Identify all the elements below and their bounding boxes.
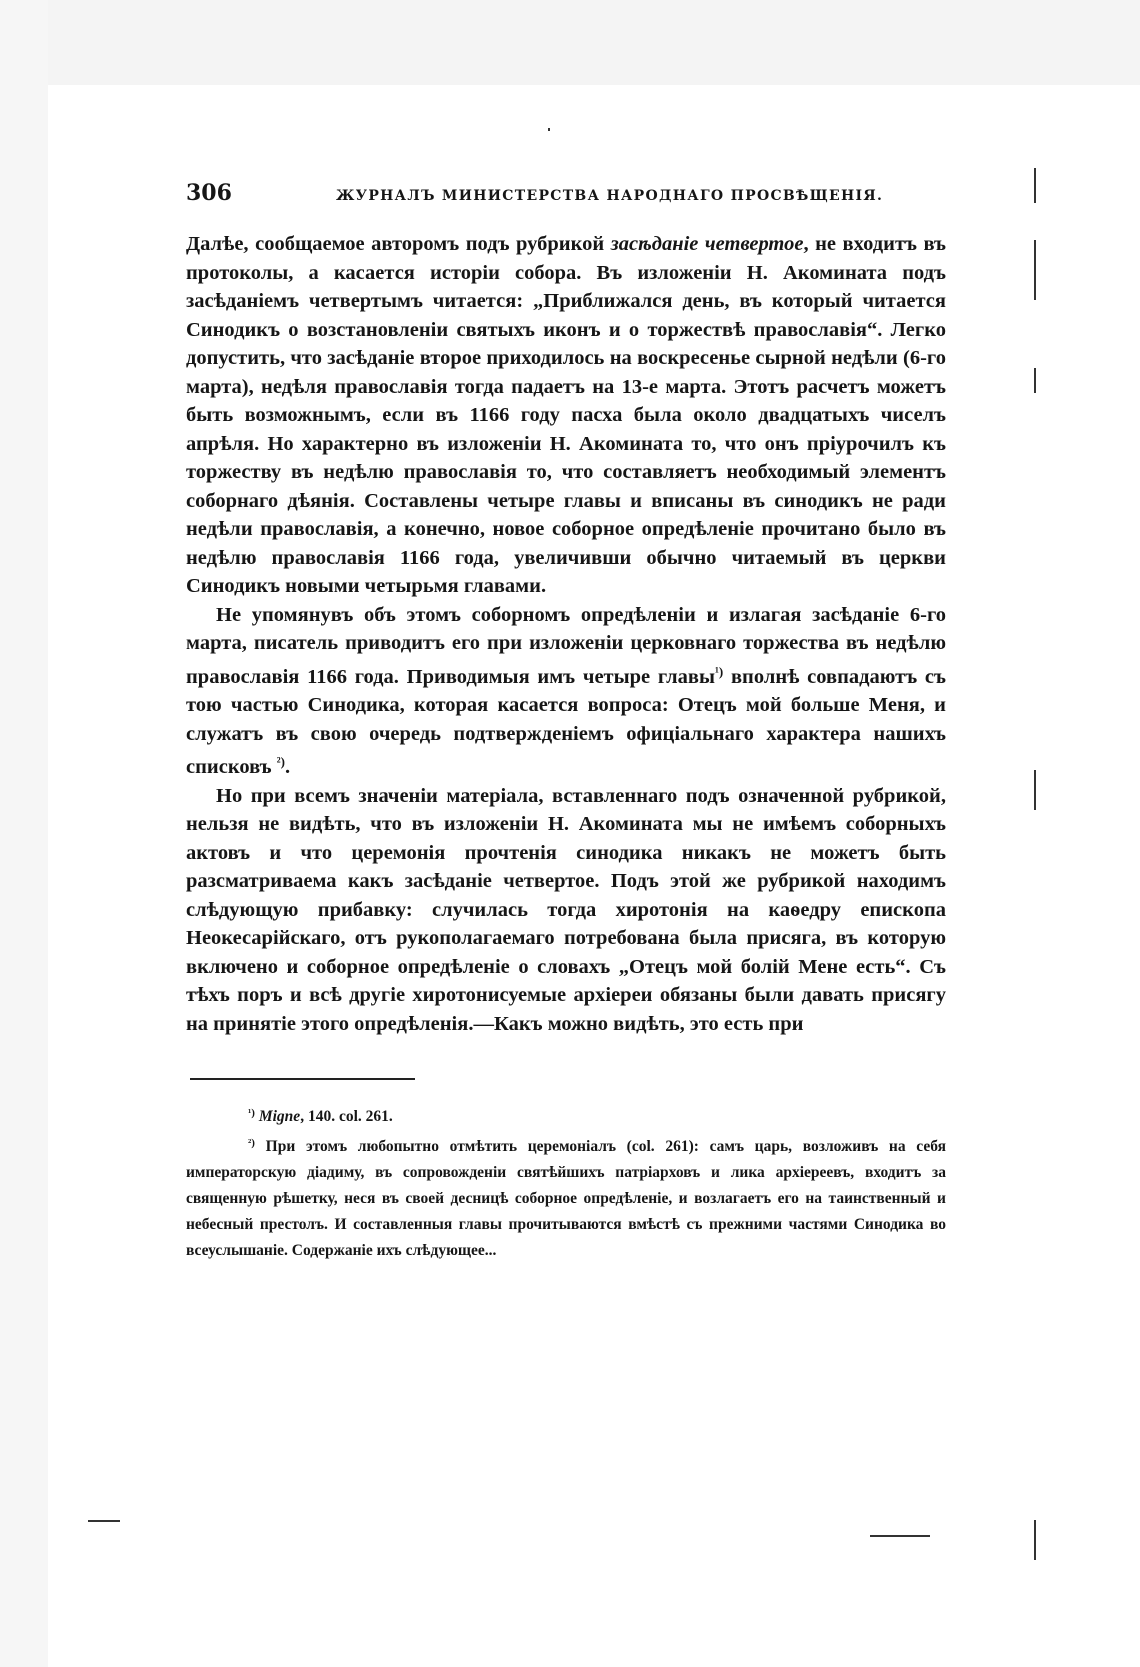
- scan-artifact-mark: [88, 1520, 120, 1522]
- footnote-ref-1[interactable]: ¹): [714, 663, 724, 679]
- scan-artifact-mark: [1034, 368, 1036, 393]
- journal-title: ЖУРНАЛЪ МИНИСТЕРСТВА НАРОДНАГО ПРОСВѢЩЕНІЯ.: [336, 188, 884, 204]
- paragraph-2-middle: вполнѣ совпадаютъ съ тою частью Синодика, которая касается вопроса: Отецъ мой больше Меня, и служатъ въ свою очередь подтвержденіемъ офиціальнаго характера нашихъ списковъ: [186, 665, 946, 778]
- footnote-1: [186, 1100, 946, 1130]
- footnote-1-text: , 140. col. 261.: [300, 1108, 393, 1125]
- footnote-ref-2[interactable]: ²): [276, 754, 285, 769]
- scan-artifact-mark: [870, 1535, 930, 1537]
- footnote-1-mark: ¹): [248, 1107, 255, 1119]
- footnote-2: [186, 1130, 946, 1264]
- scan-margin-top: [0, 0, 1140, 85]
- rubric-emphasis: засѣданіе четвертое: [610, 233, 804, 255]
- scan-margin-left: [0, 0, 48, 1667]
- paragraph-3: Но при всемъ значеніи матеріала, вставленнаго подъ означенной рубрикой, нельзя не видѣть, что въ изложеніи Н. Акомината мы не имѣемъ соборныхъ актовъ и что церемонія прочтенія синодика никакъ не можетъ быть разсматриваема какъ засѣданіе четвертое. Подъ этой же рубрикой находимъ слѣдующую прибавку: случилась тогда хиротонія на каѳедру епископа Неокесарійскаго, отъ рукополагаемаго потребована была присяга, въ которую включено и соборное опредѣленіе о словахъ „Отецъ мой болій Мене есть“. Съ тѣхъ поръ и всѣ другіе хиротонисуемые архіереи обязаны были давать присягу на принятіе этого опредѣленія.—Какъ можно видѣть, это есть при: [186, 784, 946, 1035]
- paragraph-1: [186, 230, 946, 601]
- running-head: [186, 180, 946, 220]
- footnote-2-mark: ²): [248, 1137, 255, 1149]
- body-text: [186, 230, 946, 1038]
- paragraph-2-end: .: [284, 756, 291, 778]
- paragraph-1-start: Далѣе, сообщаемое авторомъ подъ рубрикой: [186, 233, 611, 255]
- scan-artifact-mark: [1034, 1520, 1036, 1560]
- scan-artifact-mark: [1034, 240, 1036, 300]
- paragraph-1-rest: , не входитъ въ протоколы, а касается исторіи собора. Въ изложеніи Н. Акомината подъ засѣданіемъ четвертымъ читается: „Приближался день, въ который читается Синодикъ о возстановленіи святыхъ иконъ и о торжествѣ православія“. Легко допустить, что засѣданіе второе приходилось на воскресенье сырной недѣли (6-го марта), недѣля православія тогда падаетъ на 13-е марта. Этотъ расчетъ можетъ быть возможнымъ, если въ 1166 году пасха была около двадцатыхъ чиселъ апрѣля. Но характерно въ изложеніи Н. Акомината то, что онъ пріурочилъ къ торжеству въ недѣлю православія то, что составляетъ необходимый элементъ соборнаго дѣянія. Составлены четыре главы и вписаны въ синодикъ не ради недѣли православія, а конечно, новое соборное опредѣленіе прочитано было въ недѣлю православія 1166 года, увеличивши обычно читаемый въ церкви Синодикъ новыми четырьмя главами.: [186, 233, 947, 597]
- footnote-2-text: При этомъ любопытно отмѣтить церемоніалъ (col. 261): самъ царь, возложивъ на себя императорскую діадиму, въ сопровожденіи святѣйшихъ патріарховъ и лика архіереевъ, входитъ за священную рѣшетку, неся въ своей десницѣ соборное опредѣленіе, и возлагаетъ его на таинственный и небесный престолъ. И составленныя главы прочитываются вмѣстѣ съ прежними частями Синодика во всеуслышаніе. Содержаніе ихъ слѣдующее...: [186, 1138, 946, 1259]
- paragraph-2: [186, 601, 946, 782]
- paragraph-2-start: Не упомянувъ объ этомъ соборномъ опредѣленіи и излагая засѣданіе 6-го марта, писатель приводитъ его при изложеніи церковнаго торжества въ недѣлю православія 1166 года. Приводимыя имъ четыре главы: [186, 603, 946, 688]
- scan-artifact-mark: [1034, 168, 1036, 203]
- footnotes: [186, 1100, 946, 1264]
- scan-artifact-mark: [548, 128, 550, 131]
- page-number: 306: [186, 180, 232, 206]
- book-page: [186, 180, 946, 1264]
- footnote-divider: [190, 1078, 415, 1080]
- footnote-1-author: Migne: [258, 1108, 301, 1125]
- scan-artifact-mark: [1034, 770, 1036, 810]
